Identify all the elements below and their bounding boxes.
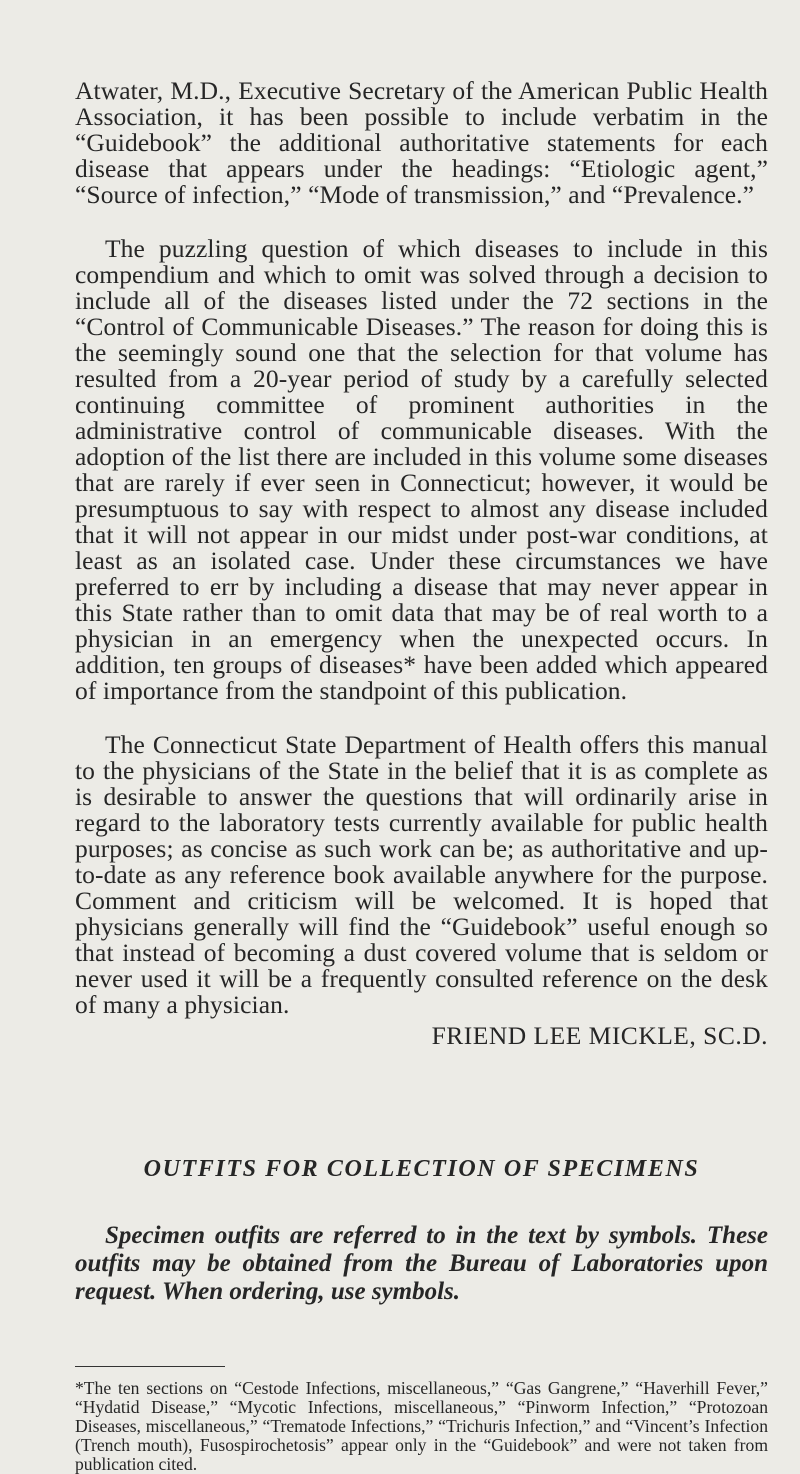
footnote-divider	[75, 1366, 225, 1367]
section-heading: OUTFITS FOR COLLECTION OF SPECIMENS	[143, 1156, 700, 1182]
footnote: *The ten sections on “Cestode Infections, miscellaneous,” “Gas Gangrene,” “Haverhill Fever,” “Hydatid Disease,” “Mycotic Infections, miscellaneous,” “Pinworm Infection,” “Protozoan Diseases, miscellaneous,” “Trematode Infections,” “Trichuris Infection,” and “Vincent’s Infection (Trench mouth), Fusospirochetosis” appear only in the “Guidebook” and were not taken from publication cited.	[75, 1378, 768, 1474]
paragraph-disease-selection: The puzzling question of which diseases to include in this compendium and which to omit was solved through a decision to include all of the diseases listed under the 72 sections in the “Control of Communicable Diseases.” The reason for doing this is the seemingly sound one that the selection for that volume has resulted from a 20-year period of study by a carefully selected continuing committee of prominent authorities in the administrative control of communicable diseases. With the adoption of the list there are included in this volume some diseases that are rarely if ever seen in Connecticut; however, it would be presumptuous to say with respect to almost any disease included that it will not appear in our midst under post-war conditions, at least as an isolated case. Under these circumstances we have preferred to err by including a disease that may never appear in this State rather than to omit data that may be of real worth to a physician in an emergency when the unexpected occurs. In addition, ten groups of diseases* have been added which appeared of importance from the standpoint of this publication.	[75, 234, 768, 705]
paragraph-manual-offer: The Connecticut State Department of Health offers this manual to the physicians of the State in the belief that it is as complete as is desirable to answer the questions that will ordinarily arise in regard to the laboratory tests currently available for public health purposes; as concise as such work can be; as authoritative and up-to-date as any reference book available anywhere for the purpose. Comment and criticism will be welcomed. It is hoped that physicians generally will find the “Guidebook” useful enough so that instead of becoming a dust covered volume that is seldom or never used it will be a frequently consulted reference on the desk of many a physician.	[75, 730, 768, 1019]
paragraph-continuation: Atwater, M.D., Executive Secretary of the American Public Health Association, it has been possible to include verbatim in the “Guidebook” the additional authoritative statements for each disease that appears under the headings: “Etiologic agent,” “Source of infection,” “Mode of transmission,” and “Prevalence.”	[75, 76, 768, 209]
section-intro: Specimen outfits are referred to in the text by symbols. These outfits may be obtained from the Bureau of Laboratories upon request. When ordering, use symbols.	[75, 1222, 768, 1305]
author-signature: FRIEND LEE MICKLE, SC.D.	[431, 1021, 768, 1050]
